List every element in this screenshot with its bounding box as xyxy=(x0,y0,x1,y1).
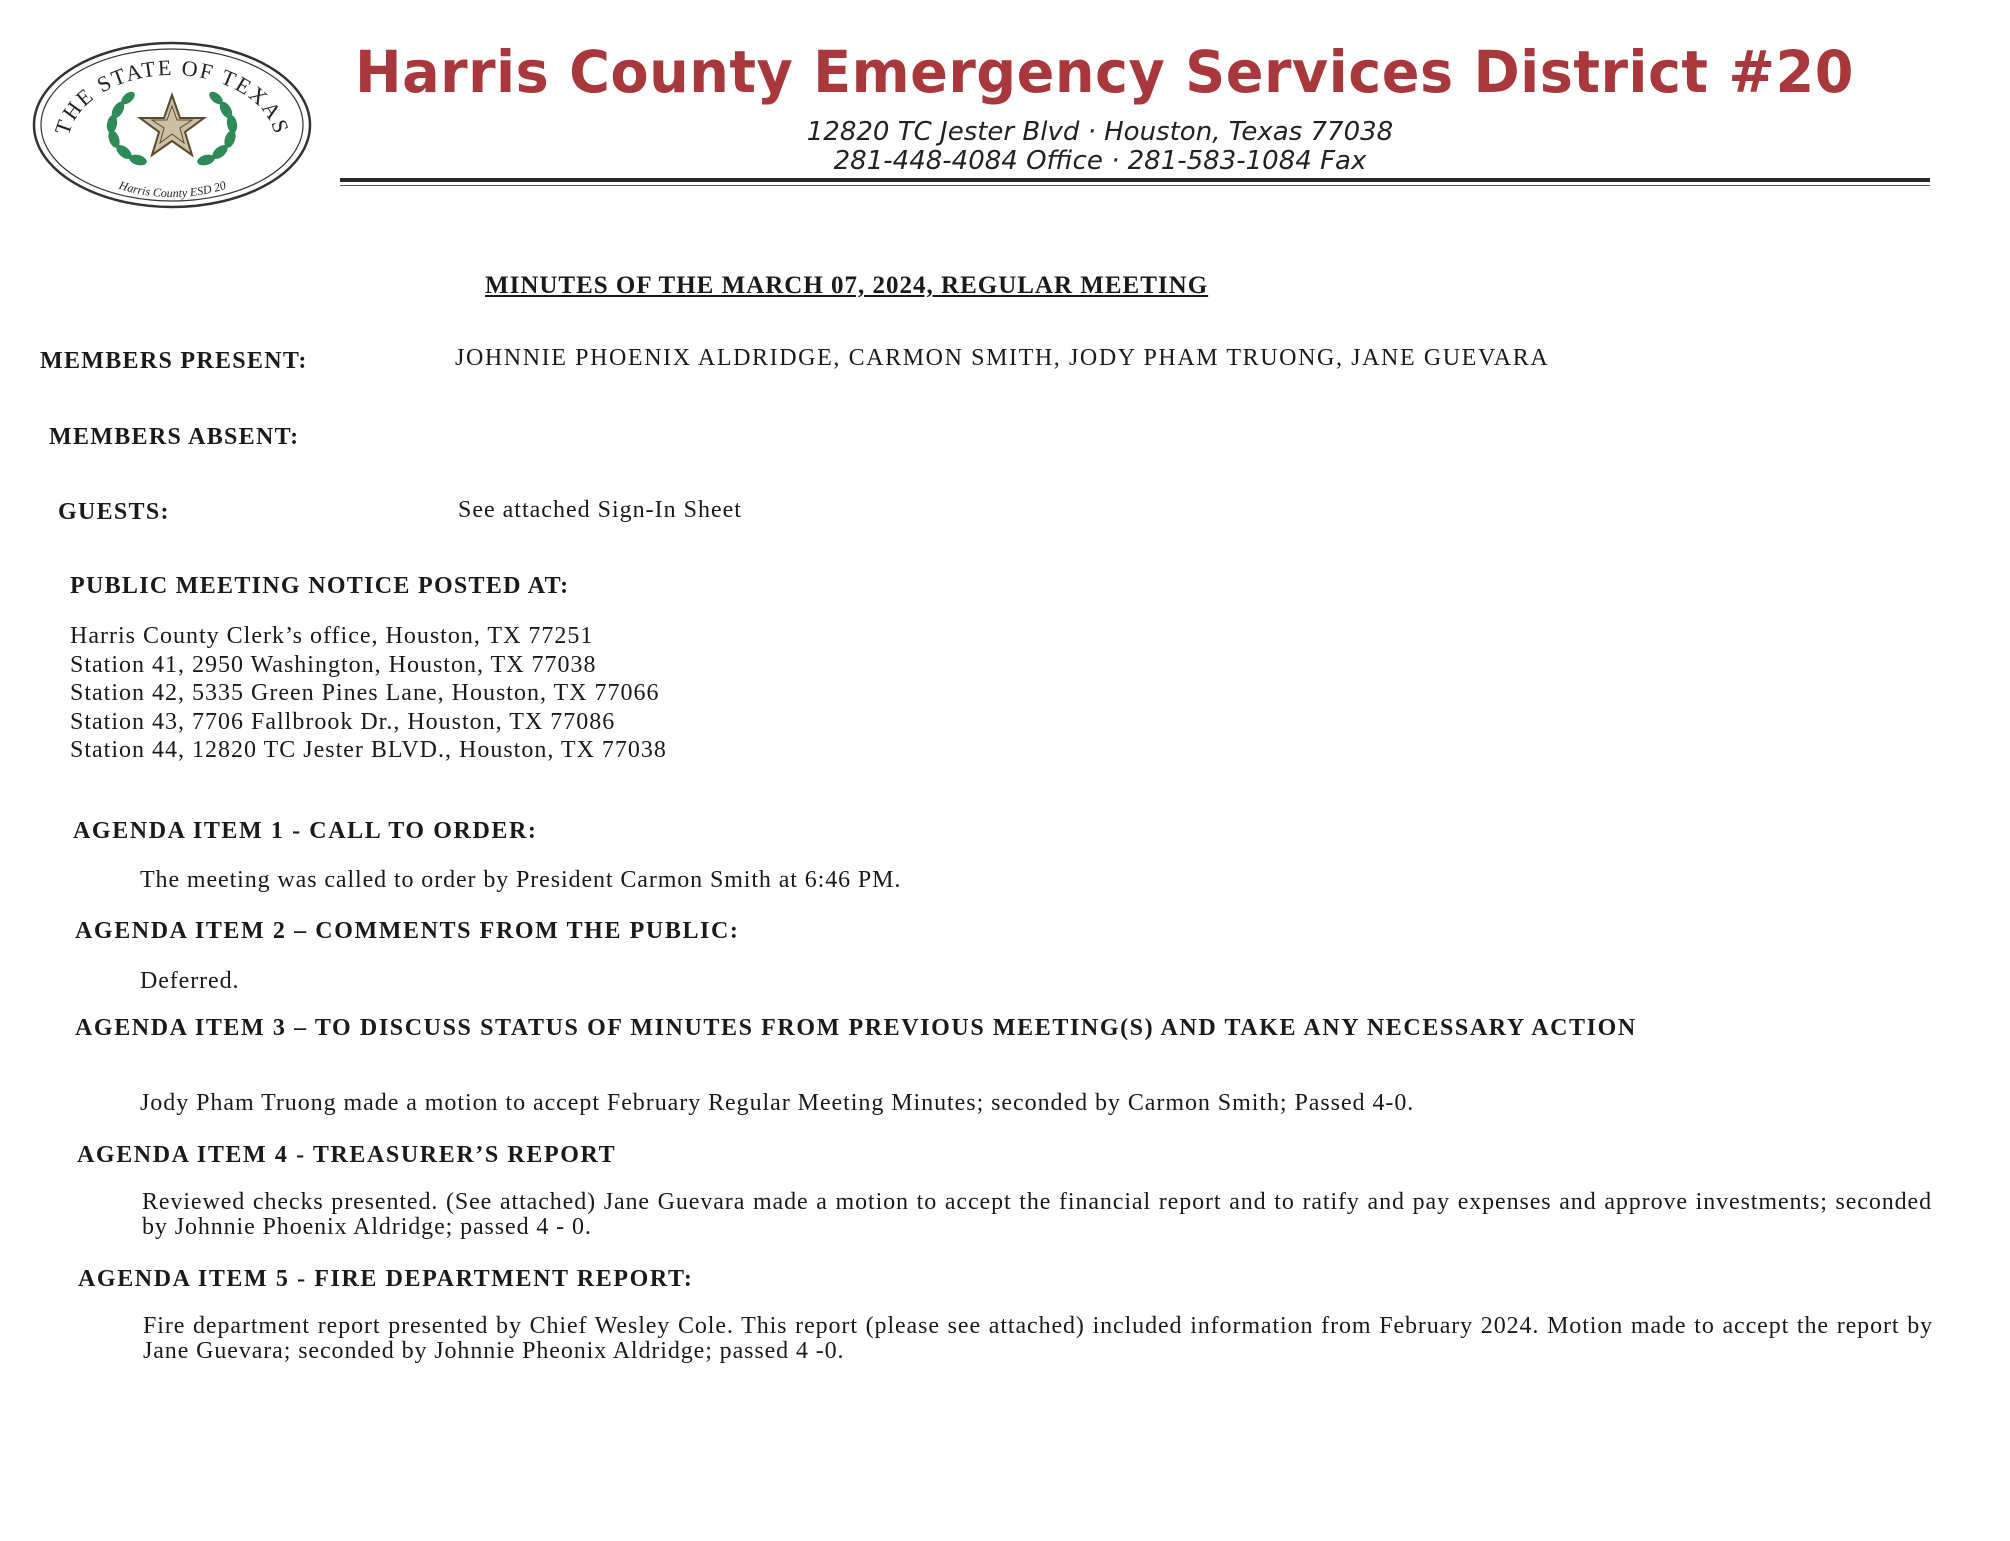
svg-text:Harris County ESD 20 xyxy=(116,178,227,201)
agenda-item-1-body: The meeting was called to order by President Carmon Smith at 6:46 PM. xyxy=(140,867,902,893)
members-absent-label: MEMBERS ABSENT: xyxy=(49,424,300,450)
agenda-item-2-heading: AGENDA ITEM 2 – COMMENTS FROM THE PUBLIC: xyxy=(75,918,740,944)
members-present-value: JOHNNIE PHOENIX ALDRIDGE, CARMON SMITH, JODY PHAM TRUONG, JANE GUEVARA xyxy=(455,345,1550,371)
document-title: MINUTES OF THE MARCH 07, 2024, REGULAR MEETING xyxy=(485,272,1209,299)
seal-top-text: THE STATE OF TEXAS xyxy=(49,54,295,138)
agenda-item-5-body: Fire department report presented by Chief Wesley Cole. This report (please see attached) included information from February 2024. Motion made to accept the report by Jane Guevara; seconded by Johnnie Pheonix Aldridge; passed 4 -0. xyxy=(143,1313,1933,1364)
organization-address: 12820 TC Jester Blvd · Houston, Texas 77038 xyxy=(806,117,1394,147)
organization-name: Harris County Emergency Services District #20 xyxy=(355,38,1854,106)
notice-posted-label: PUBLIC MEETING NOTICE POSTED AT: xyxy=(70,573,570,599)
members-present-label: MEMBERS PRESENT: xyxy=(40,348,308,374)
agenda-item-5-heading: AGENDA ITEM 5 - FIRE DEPARTMENT REPORT: xyxy=(78,1266,694,1292)
notice-location-item: Station 41, 2950 Washington, Houston, TX 77038 xyxy=(70,651,597,678)
notice-locations-list xyxy=(70,622,667,765)
agenda-item-4-heading: AGENDA ITEM 4 - TREASURER’S REPORT xyxy=(77,1142,617,1168)
notice-location-item: Harris County Clerk’s office, Houston, TX 77251 xyxy=(70,623,594,649)
state-seal-logo xyxy=(30,40,315,210)
agenda-item-1-heading: AGENDA ITEM 1 - CALL TO ORDER: xyxy=(73,818,538,844)
guests-value: See attached Sign-In Sheet xyxy=(458,497,742,523)
organization-phone: 281-448-4084 Office · 281-583-1084 Fax xyxy=(833,146,1367,176)
guests-label: GUESTS: xyxy=(58,499,170,525)
agenda-item-4-body: Reviewed checks presented. (See attached) Jane Guevara made a motion to accept the financial report and to ratify and pay expenses and approve investments; seconded by Johnnie Phoenix Aldridge; passed 4 - 0. xyxy=(142,1189,1932,1240)
agenda-item-3-heading: AGENDA ITEM 3 – TO DISCUSS STATUS OF MINUTES FROM PREVIOUS MEETING(S) AND TAKE ANY NECESSARY ACTION xyxy=(75,1015,1637,1041)
letterhead-divider xyxy=(340,178,1930,182)
seal-bottom-text: Harris County ESD 20 xyxy=(117,177,228,201)
notice-location-item: Station 43, 7706 Fallbrook Dr., Houston, TX 77086 xyxy=(70,708,616,735)
agenda-item-3-body: Jody Pham Truong made a motion to accept February Regular Meeting Minutes; seconded by Carmon Smith; Passed 4-0. xyxy=(140,1090,1415,1116)
notice-location-item: Station 42, 5335 Green Pines Lane, Houston, TX 77066 xyxy=(70,680,660,706)
agenda-item-2-body: Deferred. xyxy=(140,968,240,994)
letterhead-divider-thin xyxy=(340,185,1930,186)
notice-location-item: Station 44, 12820 TC Jester BLVD., Houston, TX 77038 xyxy=(70,737,667,763)
